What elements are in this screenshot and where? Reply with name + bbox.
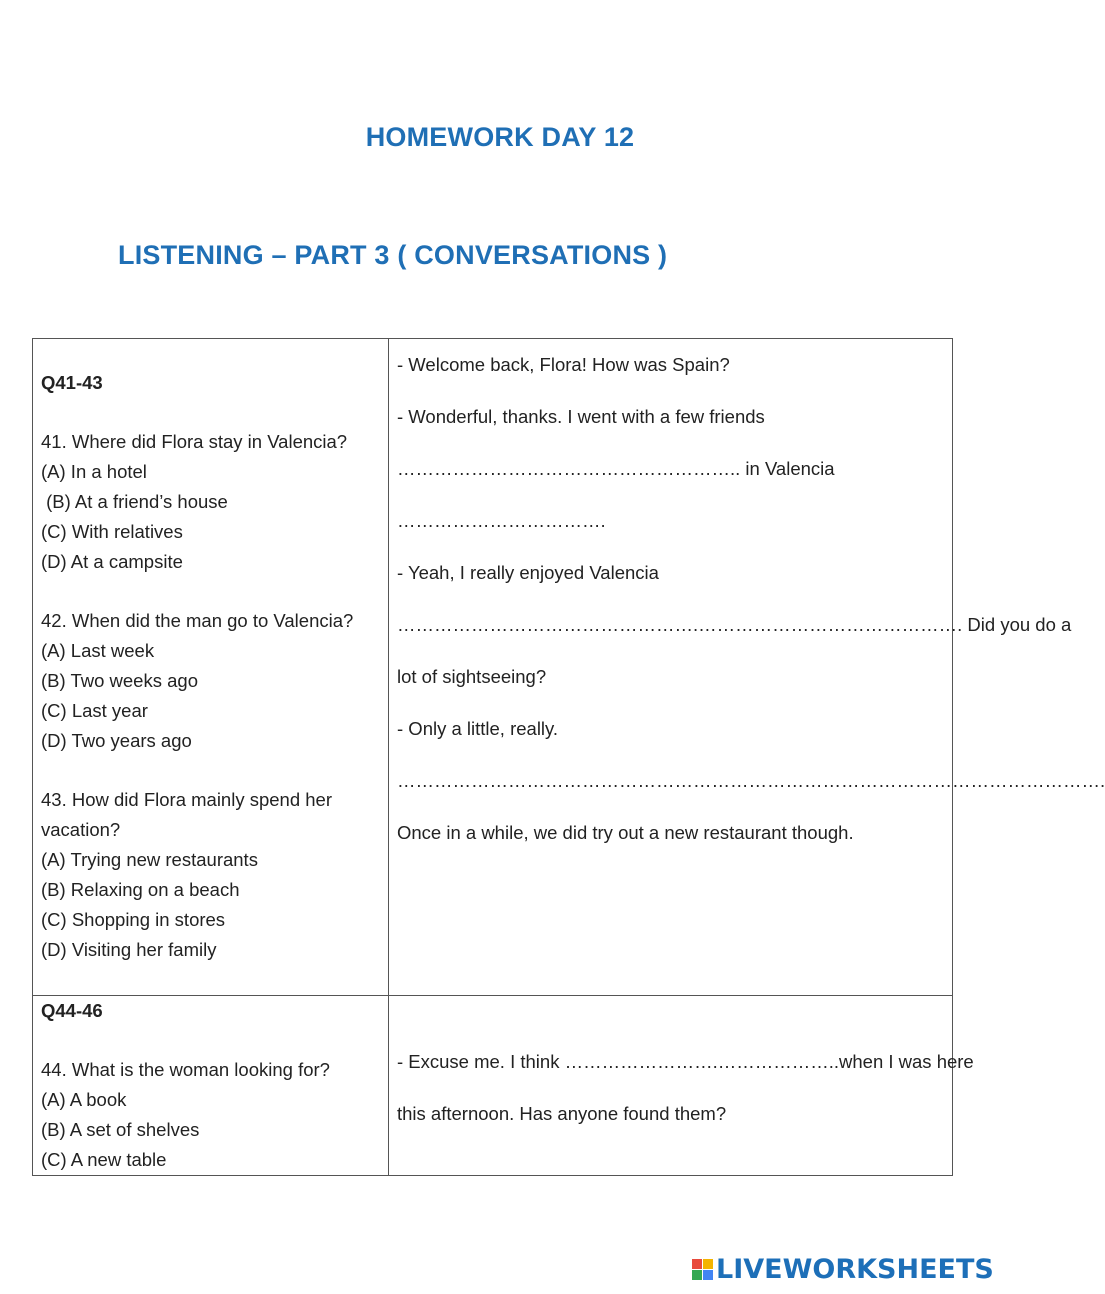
section-subtitle: LISTENING – PART 3 ( CONVERSATIONS ) [118,240,668,270]
conversation-cell-q41-43 [389,339,1105,996]
table-row [33,339,953,996]
liveworksheets-logo[interactable] [692,1254,994,1284]
logo-mark-square [692,1259,702,1269]
option-44-a: (A) A book [41,1089,127,1110]
conversation-line: - Wonderful, thanks. I went with a few friends [397,406,765,427]
option-42-c: (C) Last year [41,700,148,721]
conversation-cell-q44-46 [389,996,974,1176]
option-43-a: (A) Trying new restaurants [41,849,258,870]
logo-mark-square [692,1270,702,1280]
option-41-a: (A) In a hotel [41,461,147,482]
option-44-b: (B) A set of shelves [41,1119,200,1140]
option-43-c: (C) Shopping in stores [41,909,226,930]
option-43-d: (D) Visiting her family [41,939,217,960]
conversation-line: - Only a little, really. [397,718,559,739]
option-42-b: (B) Two weeks ago [41,670,198,691]
option-42-a: (A) Last week [41,640,155,661]
question-group-label: Q44-46 [41,1000,103,1021]
option-41-c: (C) With relatives [41,521,183,542]
logo-mark-icon [692,1259,713,1280]
question-43-line2: vacation? [41,819,121,840]
conversation-line: Once in a while, we did try out a new restaurant though. [397,822,854,843]
logo-mark-square [703,1270,713,1280]
table-row [33,996,953,1176]
option-44-c: (C) A new table [41,1149,167,1170]
question-group-label: Q41-43 [41,372,103,393]
question-43-line1: 43. How did Flora mainly spend her [41,789,333,810]
blank-line[interactable]: ……………………………………………….. in Valencia [397,458,835,479]
option-41-d: (D) At a campsite [41,551,183,572]
page-title: HOMEWORK DAY 12 [365,122,635,152]
option-42-d: (D) Two years ago [41,730,192,751]
conversation-line: lot of sightseeing? [397,666,547,687]
question-44: 44. What is the woman looking for? [41,1059,330,1080]
conversation-line: this afternoon. Has anyone found them? [397,1103,727,1124]
questions-cell-q41-43 [33,339,389,996]
option-43-b: (B) Relaxing on a beach [41,879,240,900]
logo-text: LIVEWORKSHEETS [716,1253,994,1285]
question-41: 41. Where did Flora stay in Valencia? [41,431,348,452]
logo-mark-square [703,1259,713,1269]
questions-table [32,338,1105,1176]
blank-line[interactable]: ……………………………. [397,510,606,531]
option-41-b: (B) At a friend’s house [41,491,228,512]
questions-cell-q44-46 [33,996,389,1176]
blank-line[interactable]: ………………………………………….……………………………………. Did you do a [397,614,1072,635]
conversation-line: - Welcome back, Flora! How was Spain? [397,354,730,375]
question-42: 42. When did the man go to Valencia? [41,610,354,631]
conversation-line: - Yeah, I really enjoyed Valencia [397,562,659,583]
blank-line[interactable]: - Excuse me. I think …………………….………………..when I was here [397,1051,974,1072]
blank-line[interactable]: ……………………………………………………………………………………………………. [397,770,1105,791]
